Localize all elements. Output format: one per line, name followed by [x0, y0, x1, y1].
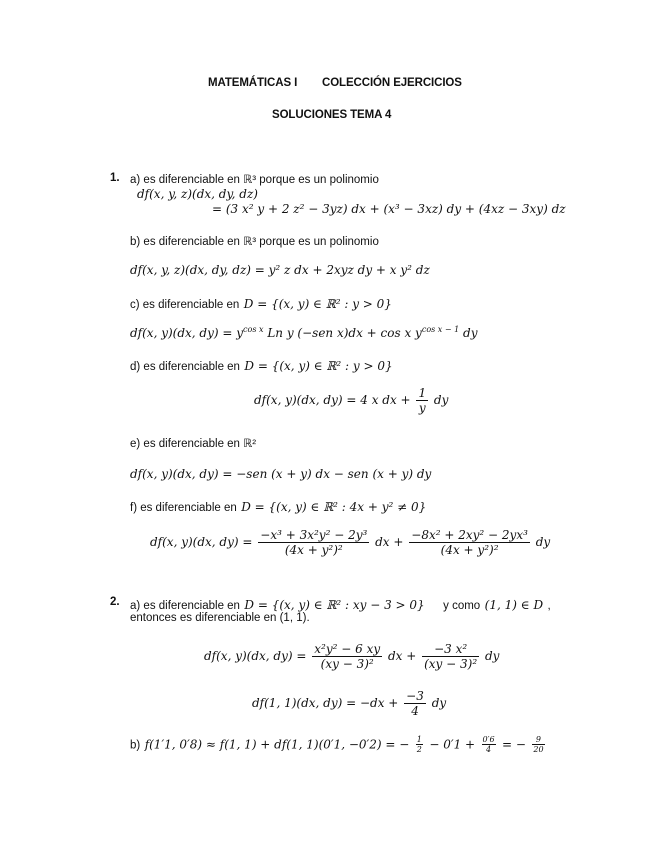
ex2-b-fraction-2-den: 4 [482, 744, 496, 754]
ex1-f-numerator-2: −8x² + 2xy² − 2yx³ [411, 528, 528, 542]
ex2-eq1-numerator-1: x²y² − 6 xy [314, 642, 381, 656]
ex1-f-fraction-1 [258, 528, 369, 557]
ex2-eq2-numerator: −3 [406, 689, 424, 703]
ex1-f-eq-end: dy [535, 535, 551, 549]
ex1-c-domain: D = {(x, y) ∈ ℝ² : y > 0} [243, 297, 392, 311]
ex1-f-eq-lhs: df(x, y)(dx, dy) = [150, 535, 253, 549]
ex1-c-sup1: cos x [243, 325, 264, 334]
ex1-e-text: e) es diferenciable en ℝ² [130, 438, 257, 450]
ex2-b-fraction-3-num: 9 [535, 735, 542, 744]
ex1-c-line [130, 295, 392, 313]
ex2-eq1-denominator-1: (xy − 3)² [312, 656, 382, 671]
ex1-d-equation [254, 386, 448, 415]
ex2-a-point: (1, 1) ∈ D [484, 598, 544, 612]
ex1-f-line [130, 498, 426, 516]
collection-title: COLECCIÓN EJERCICIOS [322, 77, 462, 89]
ex1-a-text: a) es diferenciable en ℝ³ porque es un polinomio [130, 174, 379, 186]
ex1-a-rhs: = (3 x² y + 2 z² − 3yz) dx + (x³ − 3xz) dy + (4xz − 3xy) dz [212, 202, 566, 216]
ex1-d-eq-lhs: df(x, y)(dx, dy) = 4 x dx + [254, 393, 411, 407]
ex2-eq2-lhs: df(1, 1)(dx, dy) = −dx + [252, 696, 399, 710]
ex2-eq2-end: dy [431, 696, 447, 710]
ex2-b-fraction-3-den: 20 [533, 745, 544, 754]
ex2-b-line [130, 735, 547, 754]
ex2-a-text3: , [547, 600, 551, 612]
ex2-b-fraction-1-den: 2 [416, 745, 422, 754]
ex1-f-equation [150, 528, 550, 557]
ex1-f-domain: D = {(x, y) ∈ ℝ² : 4x + y² ≠ 0} [241, 500, 427, 514]
ex2-b-fraction-2 [482, 735, 496, 754]
ex1-c-text: c) es diferenciable en [130, 299, 240, 311]
ex2-b-equals: = − [501, 737, 526, 752]
ex1-f-denominator-1: (4x + y²)² [258, 542, 369, 557]
ex2-eq1 [204, 642, 499, 671]
ex1-d-denominator: y [416, 400, 428, 415]
ex1-f-eq-mid: dx + [375, 535, 404, 549]
course-title: MATEMÁTICAS I [208, 77, 298, 89]
ex1-f-denominator-2: (4x + y²)² [409, 542, 530, 557]
ex1-b-equation: df(x, y, z)(dx, dy, dz) = y² z dx + 2xyz dy + x y² dz [130, 263, 430, 277]
ex2-b-fraction-2-num: 0′6 [482, 735, 495, 744]
ex1-c-eq-mid: Ln y (−sen x)dx + cos x y [267, 326, 422, 340]
exercise-number-2: 2. [110, 596, 120, 608]
ex2-eq1-lhs: df(x, y)(dx, dy) = [204, 649, 307, 663]
ex2-a-text2: y como [443, 600, 481, 612]
ex2-a-domain: D = {(x, y) ∈ ℝ² : xy − 3 > 0} [244, 598, 425, 612]
ex1-f-numerator-1: −x³ + 3x²y² − 2y³ [260, 528, 368, 542]
ex2-eq1-mid: dx + [387, 649, 417, 663]
ex1-c-eq-start: df(x, y)(dx, dy) = y [130, 326, 244, 340]
ex1-d-domain: D = {(x, y) ∈ ℝ² : y > 0} [244, 359, 393, 373]
ex1-d-line [130, 357, 393, 375]
exercise-number-1: 1. [110, 172, 120, 184]
ex2-eq1-denominator-2: (xy − 3)² [424, 657, 478, 671]
ex1-c-eq-end: dy [463, 326, 478, 340]
ex2-b-fraction-3 [532, 735, 544, 754]
ex1-d-eq-end: dy [433, 393, 449, 407]
ex2-eq2-denominator: 4 [404, 703, 426, 718]
ex2-b-fraction-1-num: 1 [416, 735, 422, 744]
ex2-eq1-numerator-2: −3 x² [434, 642, 468, 656]
ex1-c-sup2: cos x − 1 [421, 325, 460, 334]
ex2-b-label: b) [130, 739, 141, 752]
ex2-a-text1: a) es diferenciable en [130, 600, 240, 612]
ex2-eq1-fraction-1 [312, 642, 382, 671]
ex2-b-mid: − 0′1 + [429, 737, 476, 752]
ex2-eq2 [252, 689, 446, 718]
ex1-d-fraction [416, 386, 428, 415]
ex1-d-numerator: 1 [418, 386, 427, 400]
ex1-b-text: b) es diferenciable en ℝ³ porque es un polinomio [130, 236, 379, 248]
ex2-a-text4: entonces es diferenciable en (1, 1). [130, 612, 310, 624]
ex2-b-fraction-1 [416, 735, 423, 754]
ex2-eq1-end: dy [484, 649, 500, 663]
ex2-eq1-fraction-2 [422, 642, 479, 671]
ex1-a-lhs: df(x, y, z)(dx, dy, dz) [137, 187, 258, 201]
ex1-f-text: f) es diferenciable en [130, 502, 237, 514]
ex1-f-fraction-2 [409, 528, 530, 557]
ex1-e-equation: df(x, y)(dx, dy) = −sen (x + y) dx − sen (x + y) dy [130, 467, 432, 481]
ex2-eq2-fraction [404, 689, 426, 718]
ex1-d-text: d) es diferenciable en [130, 361, 240, 373]
ex2-b-equation: f(1′1, 0′8) ≈ f(1, 1) + df(1, 1)(0′1, −0′2) = − [144, 737, 410, 752]
ex1-c-equation [130, 326, 477, 340]
page-subtitle: SOLUCIONES TEMA 4 [272, 109, 392, 121]
